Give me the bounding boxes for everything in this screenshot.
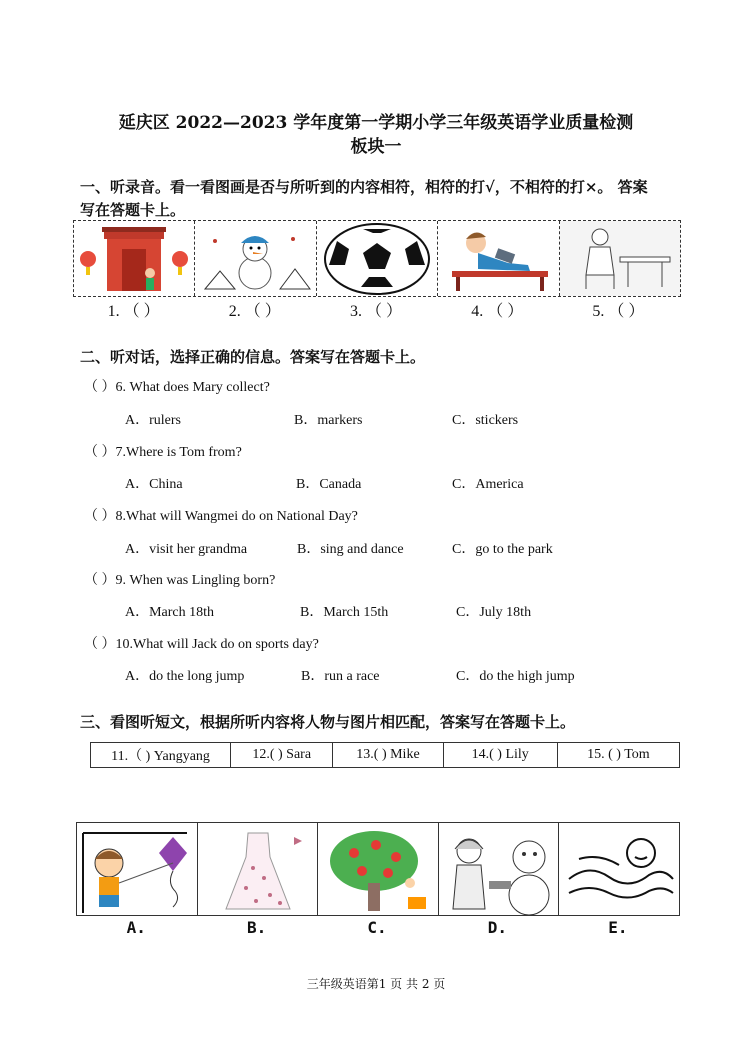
section1-heading: 一、听录音。看一看图画是否与所听到的内容相符，相符的打√，不相符的打×。 答案	[80, 178, 648, 196]
chinese-gate-lanterns-icon	[74, 221, 195, 296]
boy-on-bench-icon	[438, 221, 559, 296]
page-footer: 三年级英语第1 页 共 2 页	[306, 977, 446, 991]
match-row	[90, 742, 680, 768]
child-with-snowman-icon	[439, 823, 560, 915]
picture-label-a: A.	[126, 918, 146, 937]
answer-slot-5[interactable]: 5. （ ）	[592, 303, 645, 320]
option-7a[interactable]: A．China	[125, 477, 183, 492]
answer-slot-3[interactable]: 3. （ ）	[350, 303, 403, 320]
answer-slot-2[interactable]: 2. （ ）	[228, 303, 281, 320]
section1-number-row	[73, 298, 679, 321]
section2-heading: 二、听对话，选择正确的信息。答案写在答题卡上。	[80, 348, 426, 366]
option-9b[interactable]: B．March 15th	[300, 605, 389, 620]
question-10[interactable]: （ ）10.What will Jack do on sports day?	[84, 637, 319, 652]
option-10b[interactable]: B．run a race	[301, 669, 380, 684]
question-7[interactable]: （ ）7.Where is Tom from?	[84, 445, 242, 460]
boy-with-kite-icon	[77, 823, 198, 915]
page-title: 延庆区 2022—2023 学年度第一学期小学三年级英语学业质量检测	[118, 113, 634, 133]
page-subtitle: 板块一	[350, 137, 402, 157]
swimmer-icon	[559, 823, 679, 915]
option-7b[interactable]: B．Canada	[296, 477, 362, 492]
option-9c[interactable]: C．July 18th	[456, 605, 532, 620]
question-6[interactable]: （ ）6. What does Mary collect?	[84, 380, 270, 395]
section3-letter-row	[76, 918, 678, 937]
question-8[interactable]: （ ）8.What will Wangmei do on National Day?	[84, 509, 358, 524]
match-14-lily[interactable]: 14.( ) Lily	[444, 743, 558, 767]
option-9a[interactable]: A．March 18th	[125, 605, 215, 620]
option-6b[interactable]: B．markers	[294, 413, 363, 428]
picture-label-c: C.	[367, 918, 387, 937]
apple-tree-icon	[318, 823, 439, 915]
picture-label-b: B.	[246, 918, 267, 937]
match-12-sara[interactable]: 12.( ) Sara	[231, 743, 333, 767]
option-6c[interactable]: C．stickers	[452, 413, 519, 428]
soccer-ball-icon	[317, 221, 438, 296]
section1-picture-row	[73, 220, 681, 297]
option-10a[interactable]: A．do the long jump	[125, 669, 245, 684]
option-8b[interactable]: B．sing and dance	[297, 542, 404, 557]
answer-slot-1[interactable]: 1. （ ）	[107, 303, 160, 320]
match-13-mike[interactable]: 13.( ) Mike	[333, 743, 443, 767]
dress-icon	[198, 823, 319, 915]
picture-label-e: E.	[608, 918, 628, 937]
section1-heading-cont: 写在答题卡上。	[80, 201, 186, 219]
answer-slot-4[interactable]: 4. （ ）	[471, 303, 524, 320]
section3-heading: 三、看图听短文，根据所听内容将人物与图片相匹配，答案写在答题卡上。	[80, 713, 576, 731]
section3-picture-row	[76, 822, 680, 916]
option-8a[interactable]: A．visit her grandma	[125, 542, 248, 557]
option-8c[interactable]: C．go to the park	[452, 542, 553, 557]
option-10c[interactable]: C．do the high jump	[456, 669, 575, 684]
option-6a[interactable]: A．rulers	[125, 413, 181, 428]
picture-label-d: D.	[487, 918, 508, 937]
match-15-tom[interactable]: 15. ( ) Tom	[587, 747, 650, 762]
snowman-icon	[195, 221, 316, 296]
option-7c[interactable]: C．America	[452, 477, 524, 492]
question-9[interactable]: （ ）9. When was Lingling born?	[84, 573, 276, 588]
match-11-yangyang[interactable]: 11.（ ) Yangyang	[91, 743, 231, 767]
man-at-table-icon	[560, 221, 680, 296]
